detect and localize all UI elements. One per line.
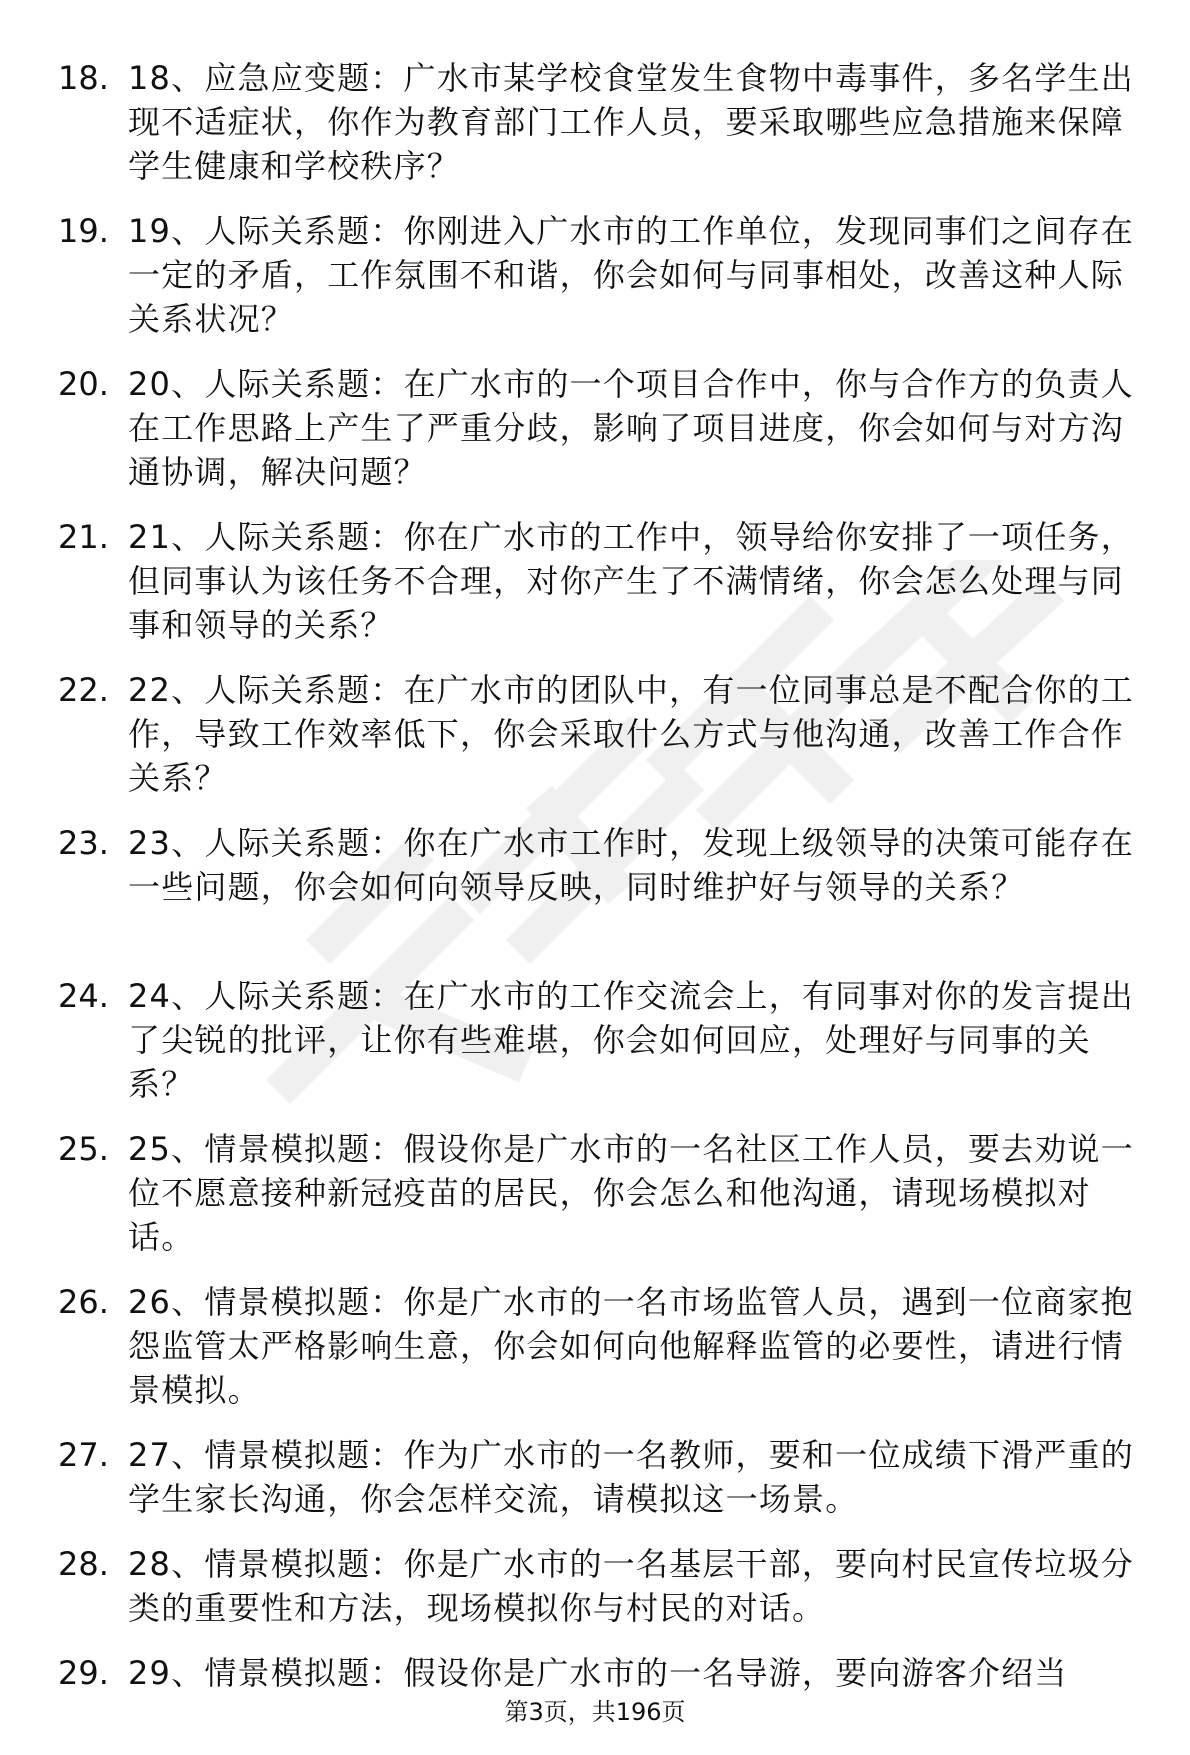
question-number: 21.	[58, 518, 109, 556]
question-item	[0, 1433, 1190, 1542]
question-number: 28.	[58, 1545, 109, 1583]
question-item	[0, 56, 1190, 209]
question-text: 23、人际关系题：你在广水市工作时，发现上级领导的决策可能存在一些问题，你会如何向领导反映，同时维护好与领导的关系？	[128, 824, 1134, 906]
question-item	[0, 209, 1190, 362]
question-number: 27.	[58, 1436, 109, 1474]
question-text: 22、人际关系题：在广水市的团队中，有一位同事总是不配合你的工作，导致工作效率低下，你会采取什么方式与他沟通，改善工作合作关系？	[128, 671, 1134, 797]
question-item	[0, 362, 1190, 515]
question-text: 28、情景模拟题：你是广水市的一名基层干部，要向村民宣传垃圾分类的重要性和方法，现场模拟你与村民的对话。	[128, 1545, 1134, 1627]
question-item	[0, 668, 1190, 821]
question-number: 23.	[58, 824, 109, 862]
question-number: 25.	[58, 1130, 109, 1168]
question-text: 20、人际关系题：在广水市的一个项目合作中，你与合作方的负责人在工作思路上产生了严重分歧，影响了项目进度，你会如何与对方沟通协调，解决问题？	[128, 365, 1134, 491]
question-number: 26.	[58, 1283, 109, 1321]
question-item	[0, 1542, 1190, 1651]
question-list	[0, 56, 1190, 1711]
question-item	[0, 974, 1190, 1127]
question-number: 24.	[58, 977, 109, 1015]
question-number: 19.	[58, 212, 109, 250]
question-text: 29、情景模拟题：假设你是广水市的一名导游，要向游客介绍当	[128, 1654, 1068, 1692]
question-item	[0, 821, 1190, 974]
question-text: 18、应急应变题：广水市某学校食堂发生食物中毒事件，多名学生出现不适症状，你作为教育部门工作人员，要采取哪些应急措施来保障学生健康和学校秩序？	[128, 59, 1134, 185]
question-number: 18.	[58, 59, 109, 97]
question-text: 27、情景模拟题：作为广水市的一名教师，要和一位成绩下滑严重的学生家长沟通，你会怎样交流，请模拟这一场景。	[128, 1436, 1134, 1518]
question-number: 22.	[58, 671, 109, 709]
question-number: 20.	[58, 365, 109, 403]
question-item	[0, 1127, 1190, 1280]
question-text: 25、情景模拟题：假设你是广水市的一名社区工作人员，要去劝说一位不愿意接种新冠疫苗的居民，你会怎么和他沟通，请现场模拟对话。	[128, 1130, 1134, 1256]
question-item	[0, 515, 1190, 668]
question-number: 29.	[58, 1654, 109, 1692]
page-footer: 第3页，共196页	[504, 1698, 686, 1726]
question-text: 26、情景模拟题：你是广水市的一名市场监管人员，遇到一位商家抱怨监管太严格影响生意，你会如何向他解释监管的必要性，请进行情景模拟。	[128, 1283, 1134, 1409]
question-text: 24、人际关系题：在广水市的工作交流会上，有同事对你的发言提出了尖锐的批评，让你有些难堪，你会如何回应，处理好与同事的关系？	[128, 977, 1134, 1103]
question-item	[0, 1280, 1190, 1433]
question-text: 21、人际关系题：你在广水市的工作中，领导给你安排了一项任务，但同事认为该任务不合理，对你产生了不满情绪，你会怎么处理与同事和领导的关系？	[128, 518, 1134, 644]
question-text: 19、人际关系题：你刚进入广水市的工作单位，发现同事们之间存在一定的矛盾，工作氛围不和谐，你会如何与同事相处，改善这种人际关系状况？	[128, 212, 1134, 338]
